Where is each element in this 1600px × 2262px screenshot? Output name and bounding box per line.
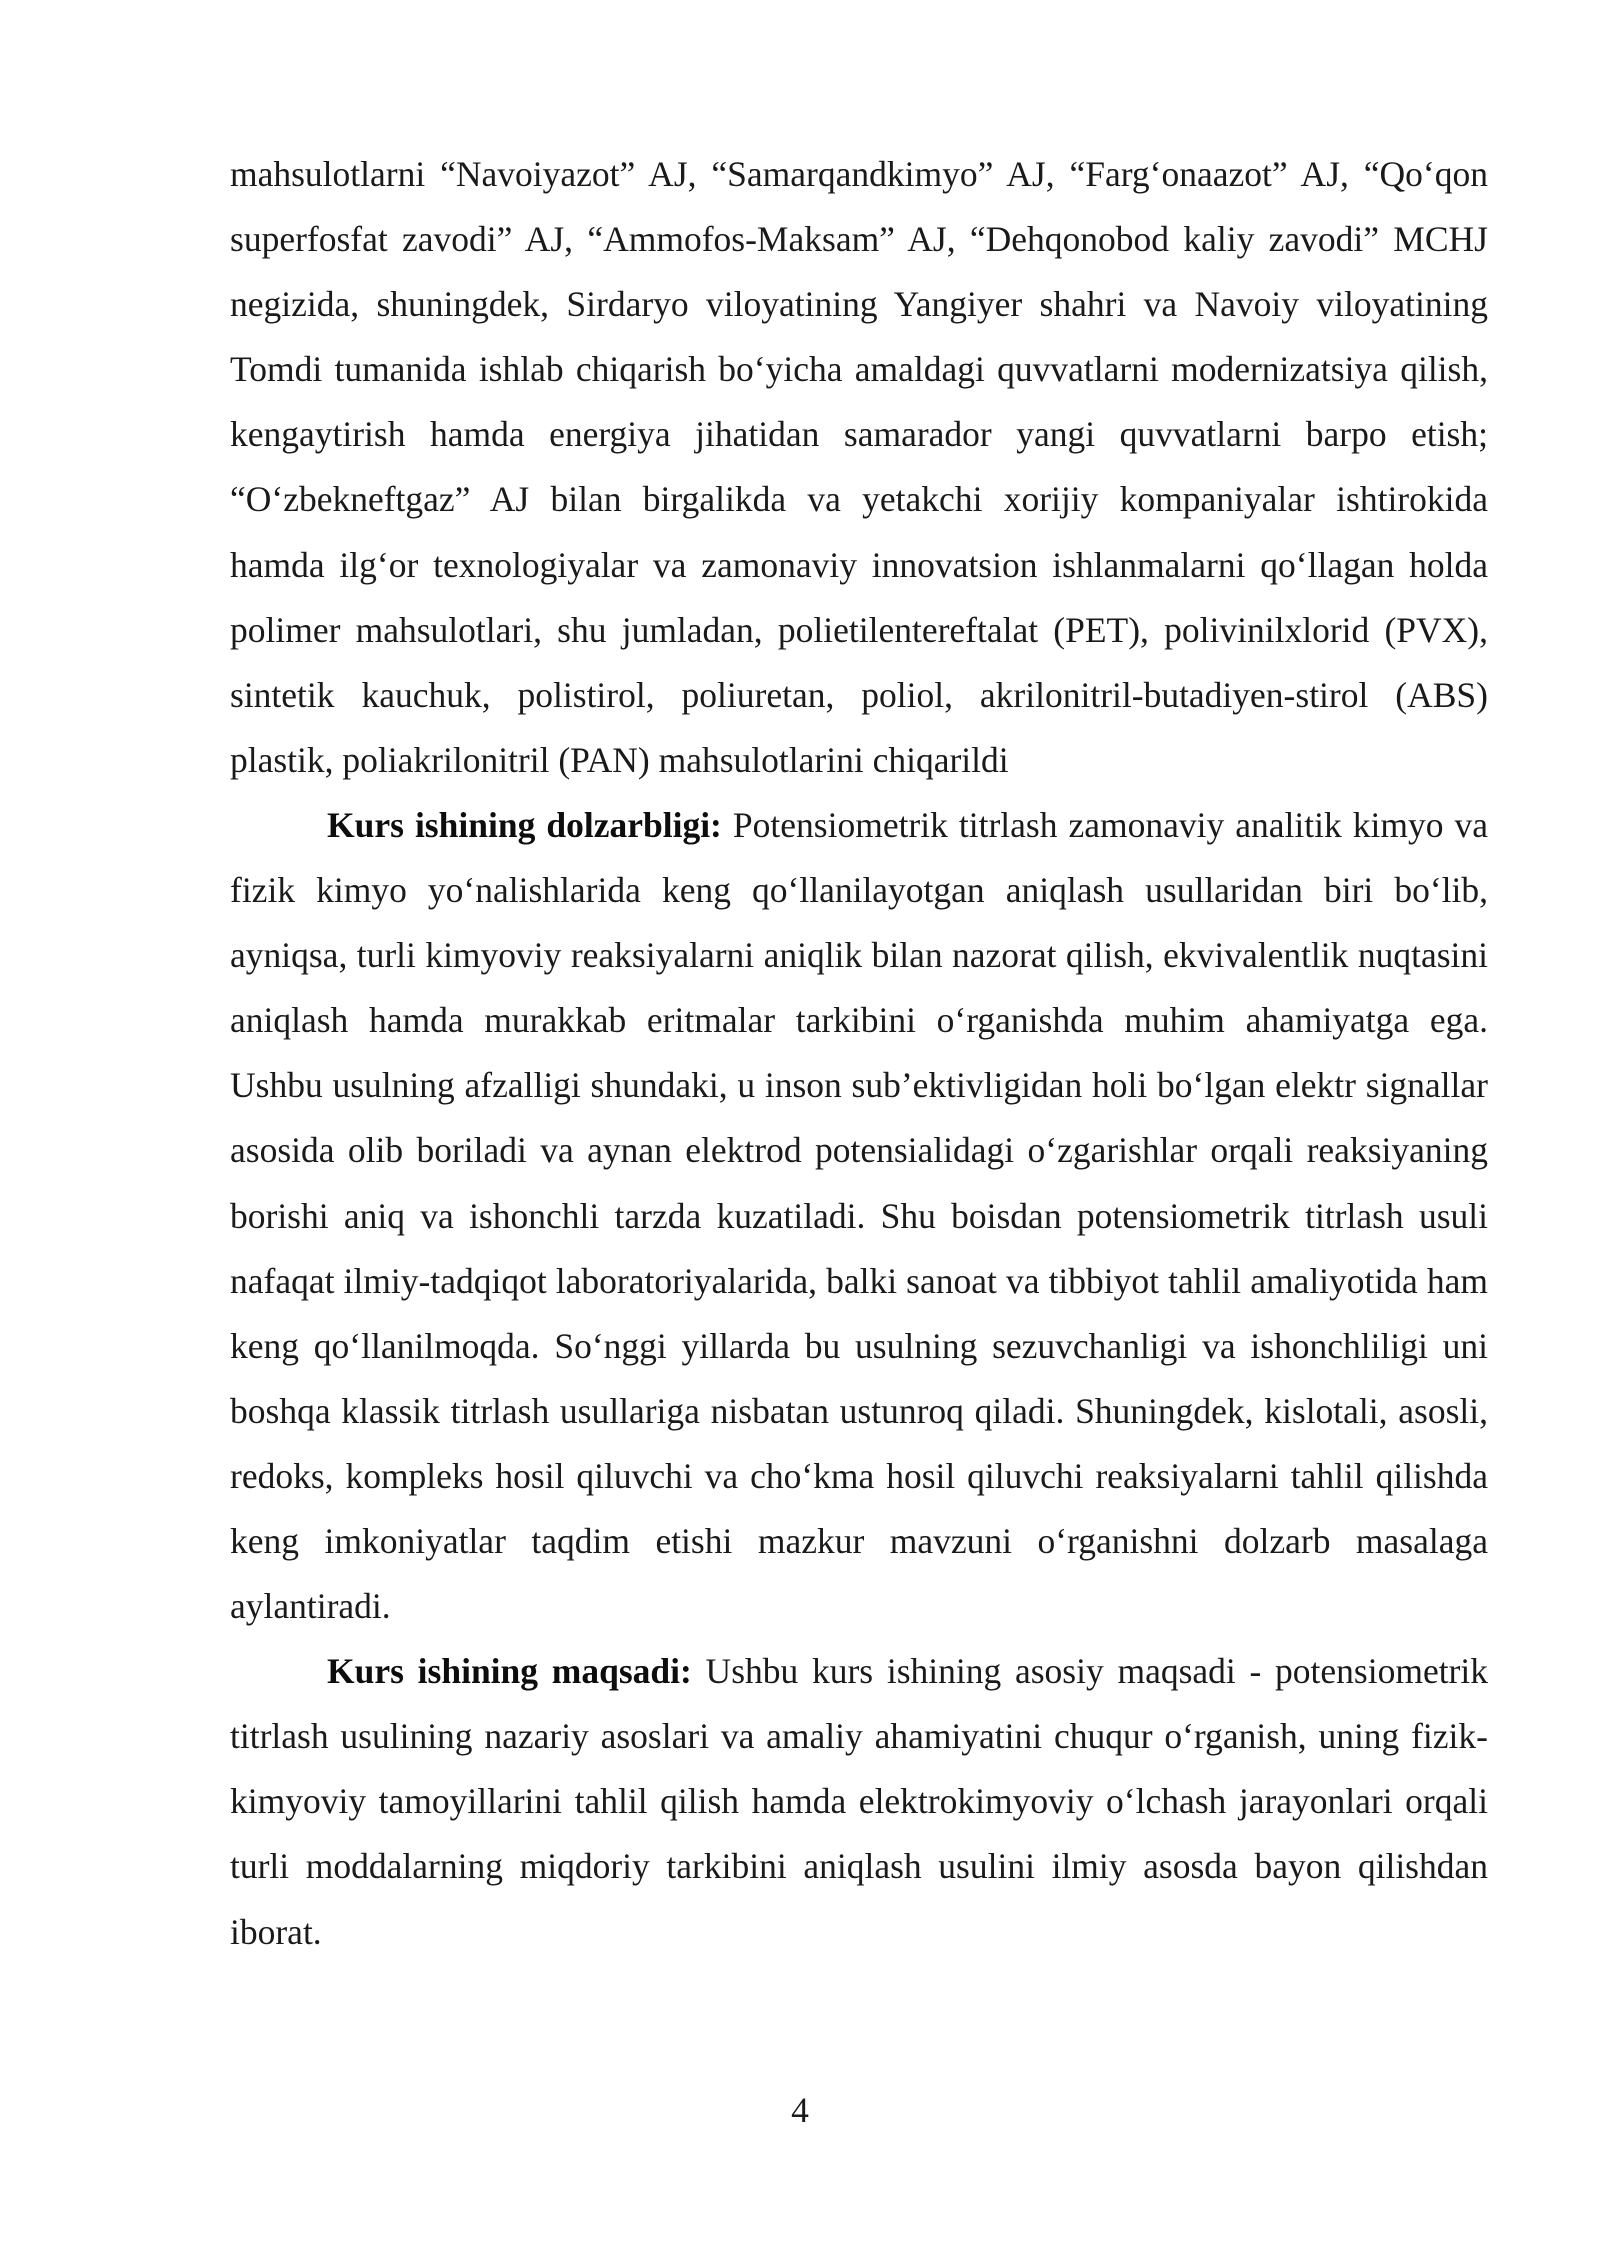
page-number: 4 <box>791 2090 809 2130</box>
relevance-paragraph <box>230 793 1488 1639</box>
goal-paragraph <box>230 1639 1488 1964</box>
goal-body: Ushbu kurs ishining asosiy maqsadi - potensiometrik titrlash usulining nazariy asoslari va amaliy ahamiyatini chuqur o‘rganish, uning fizik-kimyoviy tamoyillarini tahlil qilish hamda elektrokimyoviy o‘lchash jarayonlari orqali turli moddalarning miqdoriy tarkibini aniqlash usulini ilmiy asosda bayon qilishdan iborat. <box>230 1651 1488 1952</box>
body-text <box>230 142 1488 1965</box>
relevance-body: Potensiometrik titrlash zamonaviy analitik kimyo va fizik kimyo yo‘nalishlarida keng qo‘llanilayotgan aniqlash usullaridan biri bo‘lib, ayniqsa, turli kimyoviy reaksiyalarni aniqlik bilan nazorat qilish, ekvivalentlik nuqtasini aniqlash hamda murakkab eritmalar tarkibini o‘rganishda muhim ahamiyatga ega. Ushbu usulning afzalligi shundaki, u inson sub’ektivligidan holi bo‘lgan elektr signallar asosida olib boriladi va aynan elektrod potensialidagi o‘zgarishlar orqali reaksiyaning borishi aniq va ishonchli tarzda kuzatiladi. Shu boisdan potensiometrik titrlash usuli nafaqat ilmiy-tadqiqot laboratoriyalarida, balki sanoat va tibbiyot tahlil amaliyotida ham keng qo‘llanilmoqda. So‘nggi yillarda bu usulning sezuvchanligi va ishonchliligi uni boshqa klassik titrlash usullariga nisbatan ustunroq qiladi. Shuningdek, kislotali, asosli, redoks, kompleks hosil qiluvchi va cho‘kma hosil qiluvchi reaksiyalarni tahlil qilishda keng imkoniyatlar taqdim etishi mazkur mavzuni o‘rganishni dolzarb masalaga aylantiradi. <box>230 804 1489 1627</box>
paragraph-continuation: mahsulotlarni “Navoiyazot” AJ, “Samarqandkimyo” AJ, “Farg‘onaazot” AJ, “Qo‘qon superfosfat zavodi” AJ, “Ammofos-Maksam” AJ, “Dehqonobod kaliy zavodi” MCHJ negizida, shuningdek, Sirdaryo viloyatining Yangiyer shahri va Navoiy viloyatining Tomdi tumanida ishlab chiqarish bo‘yicha amaldagi quvvatlarni modernizatsiya qilish, kengaytirish hamda energiya jihatidan samarador yangi quvvatlarni barpo etish; “O‘zbekneftgaz” AJ bilan birgalikda va yetakchi xorijiy kompaniyalar ishtirokida hamda ilg‘or texnologiyalar va zamonaviy innovatsion ishlanmalarni qo‘llagan holda polimer mahsulotlari, shu jumladan, polietilentereftalat (PET), polivinilxlorid (PVX), sintetik kauchuk, polistirol, poliuretan, poliol, akrilonitril-butadiyen-stirol (ABS) plastik, poliakrilonitril (PAN) mahsulotlarini chiqarildi <box>230 154 1488 780</box>
goal-heading: Kurs ishining maqsadi: <box>327 1651 692 1692</box>
relevance-heading: Kurs ishining dolzarbligi: <box>327 804 722 845</box>
